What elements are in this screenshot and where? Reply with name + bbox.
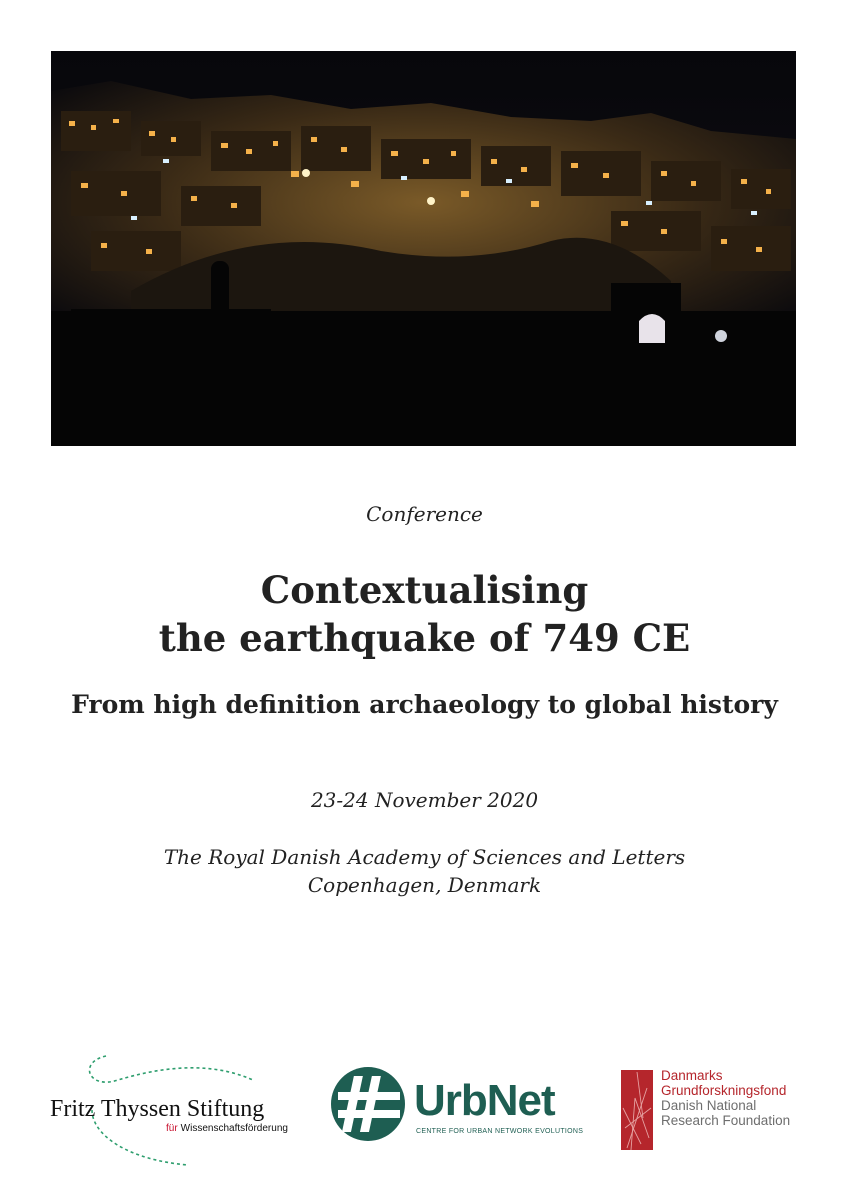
fritz-thyssen-fur: für: [166, 1123, 178, 1134]
conference-subtitle: From high definition archaeology to global history: [71, 690, 778, 719]
urbnet-tagline: CENTRE FOR URBAN NETWORK EVOLUTIONS: [416, 1128, 584, 1135]
dnrf-line-2: Grundforskningsfond: [661, 1083, 787, 1098]
conference-kicker: Conference: [366, 502, 483, 526]
title-line-1: Contextualising: [260, 568, 589, 612]
dnrf-logo: [621, 1068, 811, 1152]
night-city-illustration: [51, 51, 796, 446]
dnrf-text: [661, 1068, 790, 1128]
fritz-thyssen-name: Fritz Thyssen Stiftung: [50, 1096, 265, 1122]
conference-venue: [0, 843, 849, 899]
fritz-thyssen-logo: [48, 1050, 288, 1170]
dnrf-line-4: Research Foundation: [661, 1113, 791, 1128]
urbnet-hash-icon: [330, 1066, 410, 1146]
fritz-thyssen-sub: Wissenschaftsförderung: [180, 1123, 288, 1134]
conference-title: [0, 566, 849, 662]
urbnet-name: UrbNet: [414, 1076, 555, 1125]
title-line-2: the earthquake of 749 CE: [158, 616, 691, 660]
venue-line-2: Copenhagen, Denmark: [307, 873, 542, 897]
dnrf-line-1: Danmarks: [661, 1068, 723, 1083]
urbnet-logo: [330, 1066, 584, 1146]
venue-line-1: The Royal Danish Academy of Sciences and Letters: [163, 845, 686, 869]
fritz-thyssen-subtitle: [166, 1123, 288, 1134]
header-photo: [51, 51, 796, 446]
conference-date: 23-24 November 2020: [310, 788, 539, 812]
dnrf-emblem-icon: [621, 1068, 653, 1152]
dnrf-line-3: Danish National: [661, 1098, 757, 1113]
